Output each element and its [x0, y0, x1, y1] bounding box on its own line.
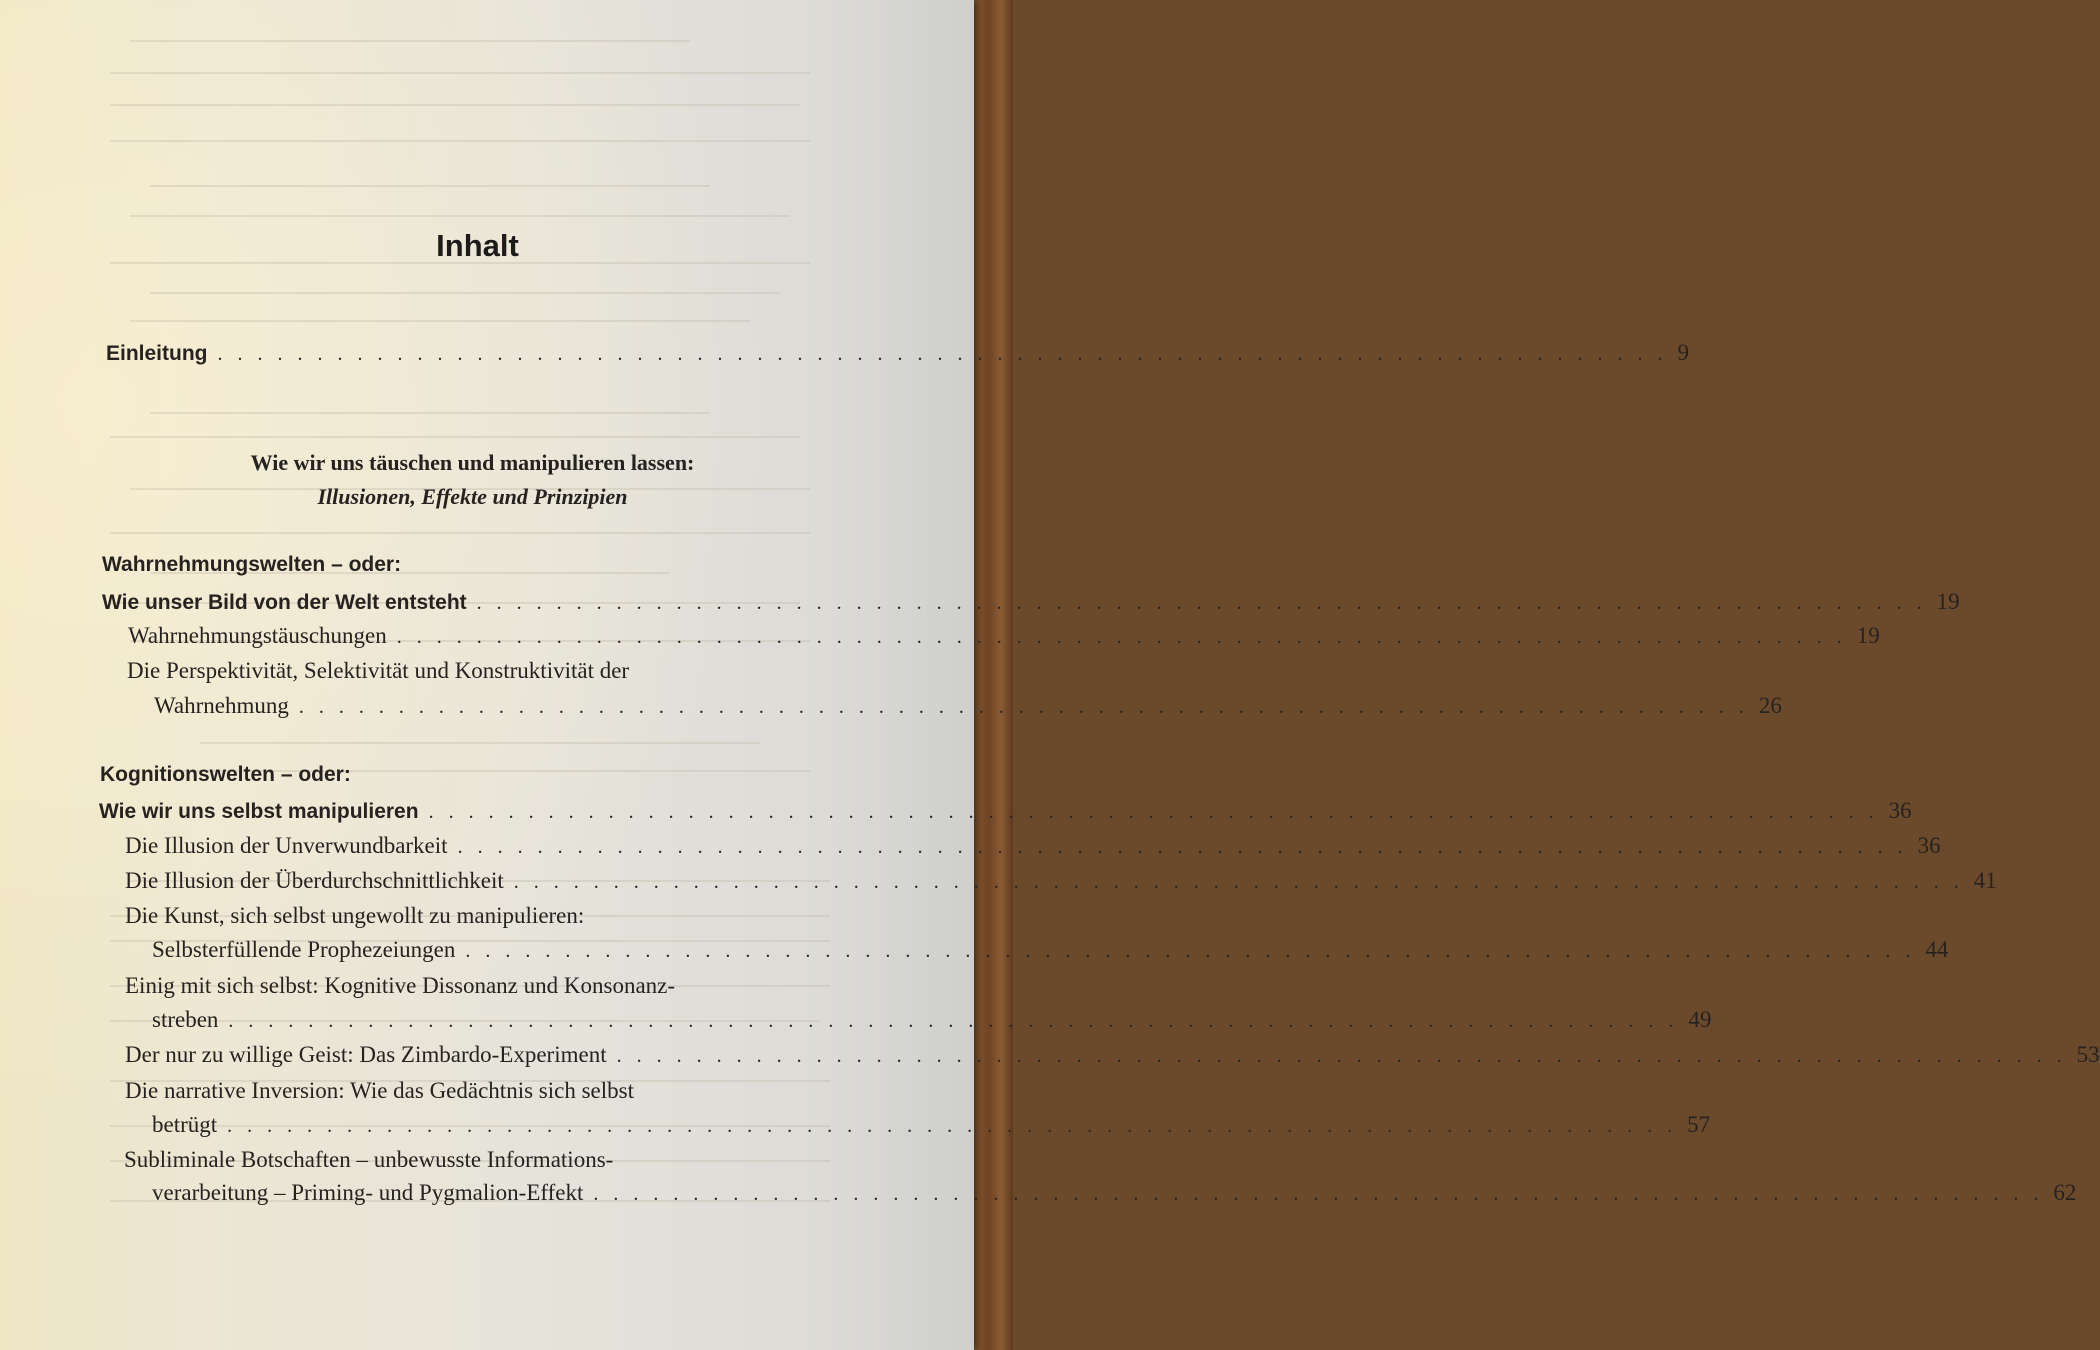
section-heading-line1: Kognitionswelten – oder: — [100, 763, 351, 786]
toc-entry[interactable] — [125, 1040, 2100, 1071]
toc-entry[interactable] — [125, 866, 1997, 897]
toc-entry-line1: Die Perspektivität, Selektivität und Konstruktivität der — [127, 658, 630, 683]
toc-entry[interactable] — [152, 1178, 2077, 1209]
page-number: 53 — [2076, 1042, 2100, 1067]
page-number: 26 — [1758, 693, 1782, 718]
dot-leader: . . . . . . . . . . . . . . . . . . . . . . . . . . . . . . . . . . . . . . . . . . . . . . . . . . . . . . . . . . . . . . . . . . . . . . . . . — [217, 343, 1668, 365]
dot-leader: . . . . . . . . . . . . . . . . . . . . . . . . . . . . . . . . . . . . . . . . . . . . . . . . . . . . . . . . . . . . . . . . . . . . . . . . . — [227, 1115, 1678, 1137]
section-heading-line1: Wahrnehmungswelten – oder: — [102, 553, 402, 576]
toc-entry-line1: Subliminale Botschaften – unbewusste Informations- — [124, 1147, 614, 1172]
page-number: 57 — [1687, 1112, 1711, 1137]
toc-section-wahrnehmungswelten[interactable] — [102, 587, 1960, 618]
dot-leader: . . . . . . . . . . . . . . . . . . . . . . . . . . . . . . . . . . . . . . . . . . . . . . . . . . . . . . . . . . . . . . . . . . . . . . . . . — [428, 801, 1879, 823]
section-heading-line2: Wie wir uns selbst manipulieren — [99, 800, 419, 823]
toc-entry[interactable] — [125, 831, 1941, 862]
page-number: 36 — [1917, 833, 1941, 858]
toc-entry-line1: Einig mit sich selbst: Kognitive Dissonanz und Konsonanz- — [125, 973, 676, 998]
toc-entry-line1: Die narrative Inversion: Wie das Gedächtnis sich selbst — [125, 1078, 634, 1103]
toc-entry-label: betrügt — [152, 1112, 218, 1137]
page-number: 62 — [2053, 1180, 2077, 1205]
dot-leader: . . . . . . . . . . . . . . . . . . . . . . . . . . . . . . . . . . . . . . . . . . . . . . . . . . . . . . . . . . . . . . . . . . . . . . . . . — [298, 696, 1749, 718]
dot-leader: . . . . . . . . . . . . . . . . . . . . . . . . . . . . . . . . . . . . . . . . . . . . . . . . . . . . . . . . . . . . . . . . . . . . . . . . . — [476, 592, 1927, 614]
page-number: 9 — [1677, 340, 1689, 365]
toc-entry-label: Wahrnehmung — [154, 693, 289, 718]
page-number: 44 — [1925, 937, 1949, 962]
toc-entry-label: Selbsterfüllende Prophezeiungen — [152, 937, 456, 962]
page-number: 19 — [1936, 589, 1960, 614]
page-number: 36 — [1888, 798, 1912, 823]
toc-entry-label: verarbeitung – Priming- und Pygmalion-Effekt — [152, 1180, 584, 1205]
dot-leader: . . . . . . . . . . . . . . . . . . . . . . . . . . . . . . . . . . . . . . . . . . . . . . . . . . . . . . . . . . . . . . . . . . . . . . . . . — [513, 871, 1964, 893]
part-subtitle: Illusionen, Effekte und Prinzipien — [317, 484, 628, 509]
toc-entry-label: Der nur zu willige Geist: Das Zimbardo-Experiment — [125, 1042, 607, 1067]
page-number: 41 — [1973, 868, 1997, 893]
dot-leader: . . . . . . . . . . . . . . . . . . . . . . . . . . . . . . . . . . . . . . . . . . . . . . . . . . . . . . . . . . . . . . . . . . . . . . . . . — [465, 940, 1916, 962]
wooden-table-edge — [973, 0, 1013, 1350]
toc-entry[interactable] — [152, 1110, 1711, 1141]
toc-entry-label: Einleitung — [106, 342, 208, 365]
page-number: 19 — [1856, 623, 1880, 648]
toc-entry-label: Die Illusion der Unverwundbarkeit — [125, 833, 448, 858]
toc-entry-line1: Die Kunst, sich selbst ungewollt zu manipulieren: — [125, 903, 585, 928]
dot-leader: . . . . . . . . . . . . . . . . . . . . . . . . . . . . . . . . . . . . . . . . . . . . . . . . . . . . . . . . . . . . . . . . . . . . . . . . . — [396, 626, 1847, 648]
dot-leader: . . . . . . . . . . . . . . . . . . . . . . . . . . . . . . . . . . . . . . . . . . . . . . . . . . . . . . . . . . . . . . . . . . . . . . . . . — [228, 1010, 1679, 1032]
toc-section-kognitionswelten[interactable] — [99, 796, 1912, 827]
toc-entry[interactable] — [152, 935, 1949, 966]
dot-leader: . . . . . . . . . . . . . . . . . . . . . . . . . . . . . . . . . . . . . . . . . . . . . . . . . . . . . . . . . . . . . . . . . . . . . . . . . — [593, 1183, 2044, 1205]
toc-entry[interactable] — [152, 1005, 1712, 1036]
toc-entry[interactable] — [128, 621, 1880, 652]
part-title: Wie wir uns täuschen und manipulieren lassen: — [250, 450, 695, 475]
section-heading-line2: Wie unser Bild von der Welt entsteht — [102, 591, 467, 614]
toc-entry[interactable] — [154, 691, 1782, 722]
toc-entry-label: streben — [152, 1007, 219, 1032]
page-title: Inhalt — [436, 228, 519, 263]
toc-entry-einleitung[interactable] — [106, 338, 1689, 369]
dot-leader: . . . . . . . . . . . . . . . . . . . . . . . . . . . . . . . . . . . . . . . . . . . . . . . . . . . . . . . . . . . . . . . . . . . . . . . . . — [616, 1045, 2067, 1067]
toc-entry-label: Wahrnehmungstäuschungen — [128, 623, 387, 648]
page-number: 49 — [1688, 1007, 1712, 1032]
dot-leader: . . . . . . . . . . . . . . . . . . . . . . . . . . . . . . . . . . . . . . . . . . . . . . . . . . . . . . . . . . . . . . . . . . . . . . . . . — [457, 836, 1908, 858]
toc-entry-label: Die Illusion der Überdurchschnittlichkeit — [125, 868, 504, 893]
